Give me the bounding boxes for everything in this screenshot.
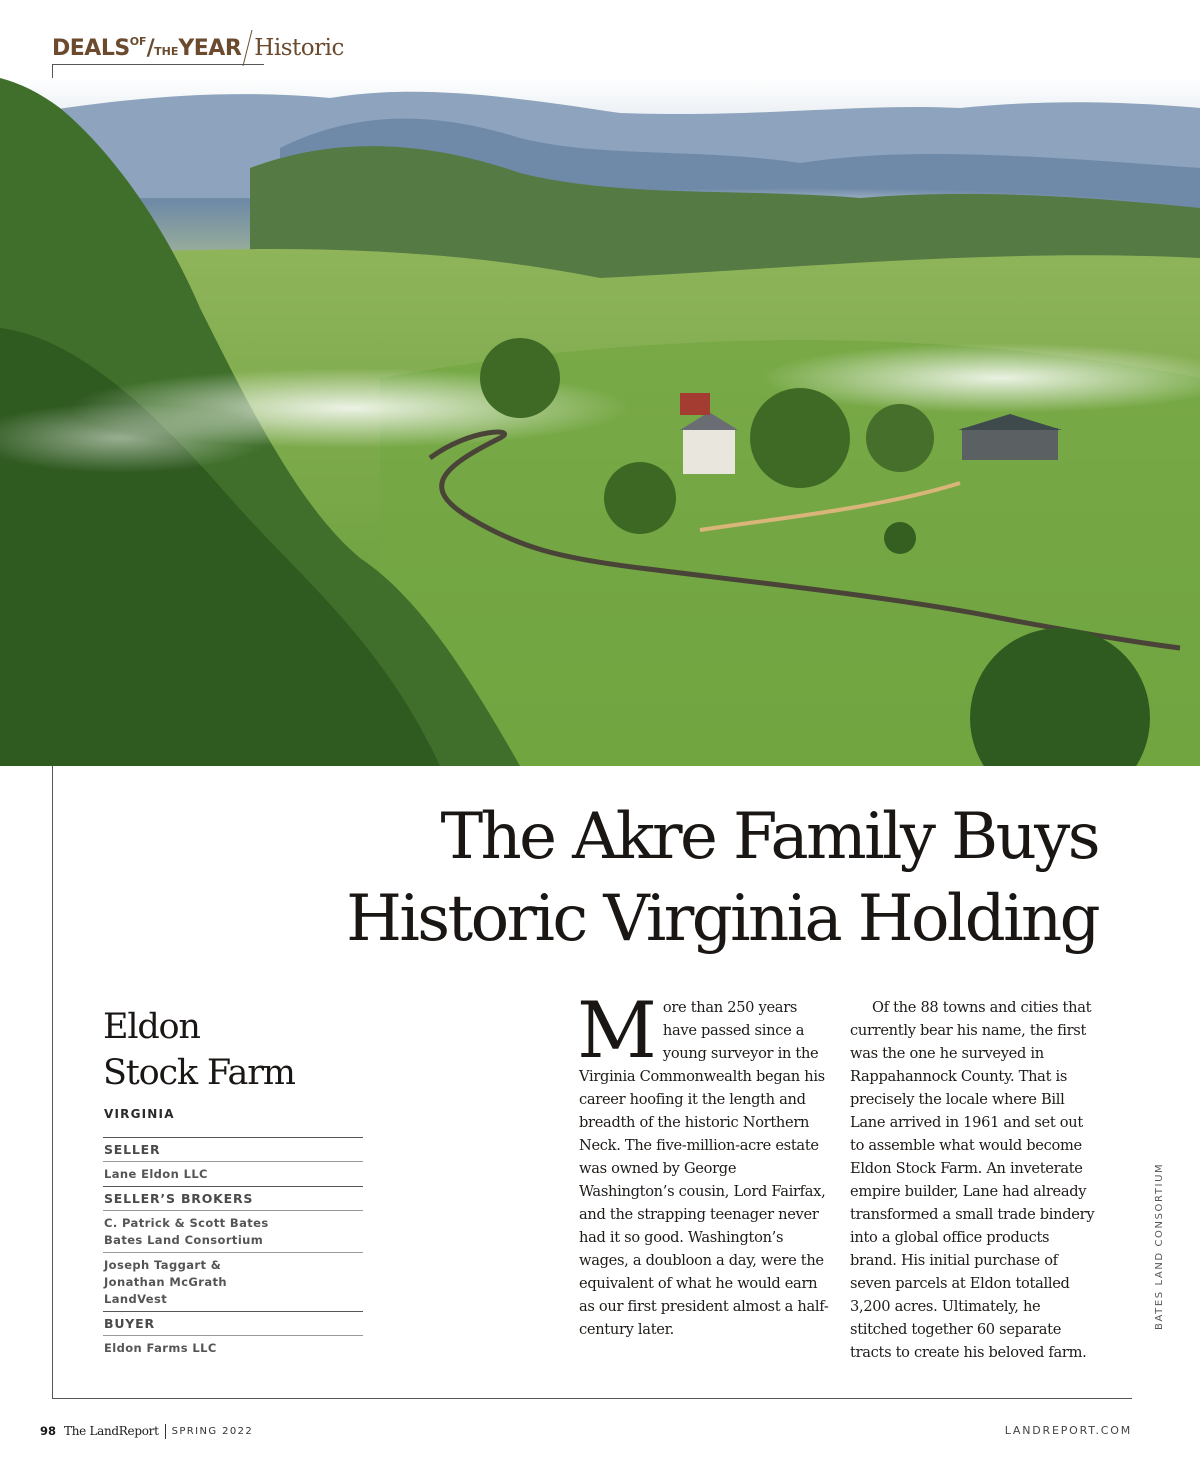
article-column-1 bbox=[577, 986, 829, 1341]
footer-divider bbox=[165, 1424, 166, 1439]
broker-1-names: C. Patrick & Scott Bates bbox=[104, 1216, 269, 1230]
seller-value: Lane Eldon LLC bbox=[103, 1161, 363, 1186]
frame-line-bottom bbox=[52, 1398, 1132, 1399]
buyer-value: Eldon Farms LLC bbox=[103, 1335, 363, 1360]
magazine-name: The LandReport bbox=[64, 1424, 159, 1438]
photo-credit: BATES LAND CONSORTIUM bbox=[1154, 1162, 1165, 1330]
broker-1-firm: Bates Land Consortium bbox=[104, 1233, 264, 1247]
website-link[interactable]: LANDREPORT.COM bbox=[1004, 1424, 1132, 1437]
deal-details-table bbox=[103, 1137, 363, 1360]
property-name-line-1: Eldon bbox=[103, 1007, 200, 1047]
broker-2-firm: LandVest bbox=[104, 1292, 168, 1306]
deals-of-the-year-logo: $DEALS^{OF}$/THEYEAR bbox=[52, 35, 242, 61]
article-paragraph-1 bbox=[577, 986, 829, 1341]
frame-line-top bbox=[52, 64, 264, 65]
property-state: VIRGINIA bbox=[104, 1107, 175, 1121]
paragraph-1-text: ore than 250 years have passed since a young surveyor in the Virginia Commonwealth began his career hoofing it the length and breadth of the historic Northern Neck. The five-million-acre estate was owned by George Washington’s cousin, Lord Fairfax, and the strapping teenager never had it so good. Washington’s wages, a doubloon a day, were the equivalent of what he would earn as our first president almost a half-century later. bbox=[579, 999, 829, 1338]
header-divider bbox=[243, 30, 253, 66]
footer-folio bbox=[40, 1423, 253, 1439]
property-name-line-2: Stock Farm bbox=[103, 1053, 295, 1093]
page-number: 98 bbox=[40, 1424, 57, 1438]
brokers-label: SELLER’S BROKERS bbox=[103, 1186, 363, 1210]
section-header bbox=[52, 26, 344, 60]
drop-cap: M bbox=[577, 986, 657, 1076]
article-paragraph-2: Of the 88 towns and cities that currently bear his name, the first was the one he surveyed in Rappahannock County. That is precisely the locale where Bill Lane arrived in 1961 and set out to assemble what would become Eldon Stock Farm. An inveterate empire builder, Lane had already transformed a small trade bindery into a global office products brand. His initial purchase of seven parcels at Eldon totalled 3,200 acres. Ultimately, he stitched together 60 separate tracts to create his beloved farm. bbox=[850, 999, 1095, 1361]
article-column-2 bbox=[850, 996, 1100, 1364]
broker-2-name-a: Joseph Taggart & bbox=[104, 1258, 222, 1272]
headline bbox=[200, 796, 1098, 960]
broker-2-value bbox=[103, 1252, 363, 1311]
buyer-label: BUYER bbox=[103, 1311, 363, 1335]
landscape-photo bbox=[0, 78, 1200, 766]
property-name bbox=[103, 1004, 383, 1096]
headline-line-2: Historic Virginia Holding bbox=[346, 882, 1098, 956]
section-name: Historic bbox=[254, 35, 344, 61]
seller-label: SELLER bbox=[103, 1137, 363, 1161]
issue-date: SPRING 2022 bbox=[171, 1425, 254, 1437]
broker-1-value bbox=[103, 1210, 363, 1252]
headline-line-1: The Akre Family Buys bbox=[440, 800, 1098, 874]
broker-2-name-b: Jonathan McGrath bbox=[104, 1275, 227, 1289]
